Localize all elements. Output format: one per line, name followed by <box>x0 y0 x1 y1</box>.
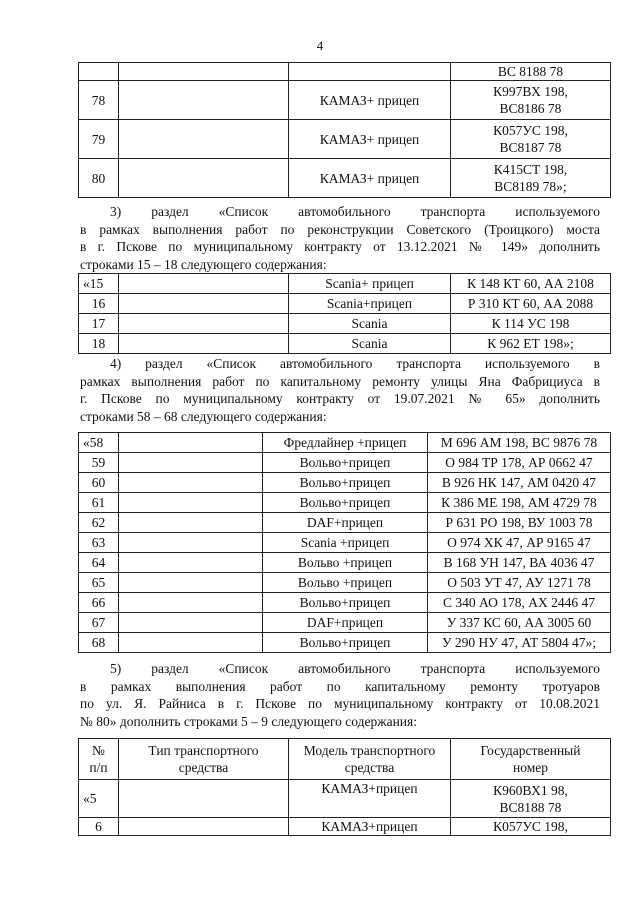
vehicle-model: Вольво +прицеп <box>263 553 428 573</box>
row-number: 64 <box>79 553 119 573</box>
vehicle-type <box>119 533 263 553</box>
plate-number: К960ВХ1 98, ВС8188 78 <box>451 780 611 818</box>
row-number: 65 <box>79 573 119 593</box>
plate-number: У 337 КС 60, АА 3005 60 <box>428 613 611 633</box>
vehicle-type <box>119 159 289 198</box>
section-5-line: по ул. Я. Райниса в г. Пскове по муниципальному контракту от 10.08.2021 <box>80 696 600 711</box>
plate-number: М 696 АМ 198, ВС 9876 78 <box>428 433 611 453</box>
table-row <box>79 573 611 593</box>
plate-number: К 962 ЕТ 198»; <box>451 334 611 354</box>
plate-number: С 340 АО 178, АХ 2446 47 <box>428 593 611 613</box>
header-vehicle-type: Тип транспортного средства <box>119 739 289 780</box>
vehicle-model: DAF+прицеп <box>263 513 428 533</box>
header-vehicle-model: Модель транспортного средства <box>289 739 451 780</box>
row-number: 67 <box>79 613 119 633</box>
vehicle-model: Scania <box>289 334 451 354</box>
row-number: 17 <box>79 314 119 334</box>
plate-number: К057УС 198, ВС8187 78 <box>451 120 611 159</box>
section-3-paragraph <box>80 203 600 273</box>
plate-number: К 114 УС 198 <box>451 314 611 334</box>
plate-number: К057УС 198, <box>451 818 611 836</box>
row-number: «58 <box>79 433 119 453</box>
vehicle-type <box>119 553 263 573</box>
table-row <box>79 159 611 198</box>
table-header-row <box>79 739 611 780</box>
table-row <box>79 334 611 354</box>
row-number <box>79 63 119 81</box>
section-4-line: строками 58 – 68 следующего содержания: <box>80 408 327 424</box>
row-number: 68 <box>79 633 119 653</box>
vehicle-model: DAF+прицеп <box>263 613 428 633</box>
vehicle-model: Вольво+прицеп <box>263 633 428 653</box>
row-number: 59 <box>79 453 119 473</box>
table-row <box>79 493 611 513</box>
table-row <box>79 314 611 334</box>
table-row <box>79 818 611 836</box>
vehicle-type <box>119 633 263 653</box>
page-number: 4 <box>316 38 324 53</box>
section-3-line: 3) раздел «Список автомобильного транспорта используемого <box>110 204 600 219</box>
plate-number: В 168 УН 147, ВА 4036 47 <box>428 553 611 573</box>
vehicle-type <box>119 453 263 473</box>
section-4-line: г. Пскове по муниципальному контракту от 19.07.2021 № 65» дополнить <box>80 391 600 406</box>
row-number: 66 <box>79 593 119 613</box>
table-row <box>79 81 611 120</box>
vehicle-type <box>119 493 263 513</box>
plate-number: О 974 ХК 47, АР 9165 47 <box>428 533 611 553</box>
section-3-line: в г. Пскове по муниципальному контракту от 13.12.2021 № 149» дополнить <box>80 239 600 254</box>
vehicle-model: КАМАЗ+ прицеп <box>289 159 451 198</box>
row-number: 60 <box>79 473 119 493</box>
plate-number: О 503 УТ 47, АУ 1271 78 <box>428 573 611 593</box>
vehicle-model: Scania+прицеп <box>289 294 451 314</box>
vehicle-model: Вольво+прицеп <box>263 473 428 493</box>
table-row <box>79 63 611 81</box>
vehicle-model: КАМАЗ+ прицеп <box>289 120 451 159</box>
table-row <box>79 553 611 573</box>
header-number: № п/п <box>79 739 119 780</box>
row-number: 78 <box>79 81 119 120</box>
table-row <box>79 593 611 613</box>
section-4-line: 4) раздел «Список автомобильного транспорта используемого в <box>110 356 600 371</box>
vehicle-model: Вольво+прицеп <box>263 593 428 613</box>
vehicle-model: Scania <box>289 314 451 334</box>
section-5-line: в рамках выполнения работ по капитальному ремонту тротуаров <box>80 678 600 694</box>
vehicle-model: Вольво+прицеп <box>263 493 428 513</box>
vehicle-model: Scania +прицеп <box>263 533 428 553</box>
plate-number: Р 631 РО 198, ВУ 1003 78 <box>428 513 611 533</box>
vehicle-type <box>119 513 263 533</box>
vehicle-model: КАМАЗ+прицеп <box>289 818 451 836</box>
vehicle-model: Вольво+прицеп <box>263 453 428 473</box>
row-number: 80 <box>79 159 119 198</box>
table-row <box>79 473 611 493</box>
plate-number: К415СТ 198, ВС8189 78»; <box>451 159 611 198</box>
table-row <box>79 513 611 533</box>
row-number: 6 <box>79 818 119 836</box>
vehicle-type <box>119 81 289 120</box>
section-4-paragraph <box>80 355 600 425</box>
vehicle-model: Фредлайнер +прицеп <box>263 433 428 453</box>
header-plate-number: Государственный номер <box>451 739 611 780</box>
plate-number: У 290 НУ 47, АТ 5804 47»; <box>428 633 611 653</box>
table-row <box>79 433 611 453</box>
table-row <box>79 780 611 818</box>
table-row <box>79 613 611 633</box>
section-5-line: № 80» дополнить строками 5 – 9 следующего содержания: <box>80 713 417 729</box>
vehicle-table-continuation <box>78 62 611 198</box>
vehicle-model: КАМАЗ+прицеп <box>289 780 451 818</box>
vehicle-type <box>119 314 289 334</box>
table-row <box>79 533 611 553</box>
section-5-paragraph <box>80 660 600 730</box>
vehicle-type <box>119 63 289 81</box>
row-number: 16 <box>79 294 119 314</box>
row-number: 79 <box>79 120 119 159</box>
row-number: 61 <box>79 493 119 513</box>
plate-number: К 148 КТ 60, АА 2108 <box>451 274 611 294</box>
section-4-line: рамках выполнения работ по капитальному ремонту улицы Яна Фабрициуса в <box>80 373 600 389</box>
vehicle-model <box>289 63 451 81</box>
vehicle-type <box>119 573 263 593</box>
row-number: 18 <box>79 334 119 354</box>
vehicle-type <box>119 818 289 836</box>
vehicle-type <box>119 294 289 314</box>
vehicle-type <box>119 433 263 453</box>
plate-number: О 984 ТР 178, АР 0662 47 <box>428 453 611 473</box>
section-3-line: в рамках выполнения работ по реконструкции Советского (Троицкого) моста <box>80 221 600 237</box>
section-3-line: строками 15 – 18 следующего содержания: <box>80 256 327 272</box>
vehicle-table-section-4 <box>78 432 611 653</box>
row-number: 63 <box>79 533 119 553</box>
plate-number: ВС 8188 78 <box>451 63 611 81</box>
plate-number: В 926 НК 147, АМ 0420 47 <box>428 473 611 493</box>
vehicle-model: Scania+ прицеп <box>289 274 451 294</box>
vehicle-type <box>119 593 263 613</box>
section-5-line: 5) раздел «Список автомобильного транспорта используемого <box>110 661 600 676</box>
vehicle-model: КАМАЗ+ прицеп <box>289 81 451 120</box>
row-number: 62 <box>79 513 119 533</box>
table-row <box>79 274 611 294</box>
table-row <box>79 120 611 159</box>
vehicle-type <box>119 780 289 818</box>
row-number: «15 <box>79 274 119 294</box>
vehicle-type <box>119 334 289 354</box>
table-row <box>79 633 611 653</box>
row-number: «5 <box>79 780 119 818</box>
vehicle-table-section-5 <box>78 738 611 836</box>
vehicle-type <box>119 473 263 493</box>
vehicle-model: Вольво +прицеп <box>263 573 428 593</box>
plate-number: К 386 МЕ 198, АМ 4729 78 <box>428 493 611 513</box>
plate-number: Р 310 КТ 60, АА 2088 <box>451 294 611 314</box>
vehicle-table-section-3 <box>78 273 611 354</box>
table-row <box>79 453 611 473</box>
vehicle-type <box>119 120 289 159</box>
vehicle-type <box>119 274 289 294</box>
vehicle-type <box>119 613 263 633</box>
plate-number: К997ВХ 198, ВС8186 78 <box>451 81 611 120</box>
table-row <box>79 294 611 314</box>
